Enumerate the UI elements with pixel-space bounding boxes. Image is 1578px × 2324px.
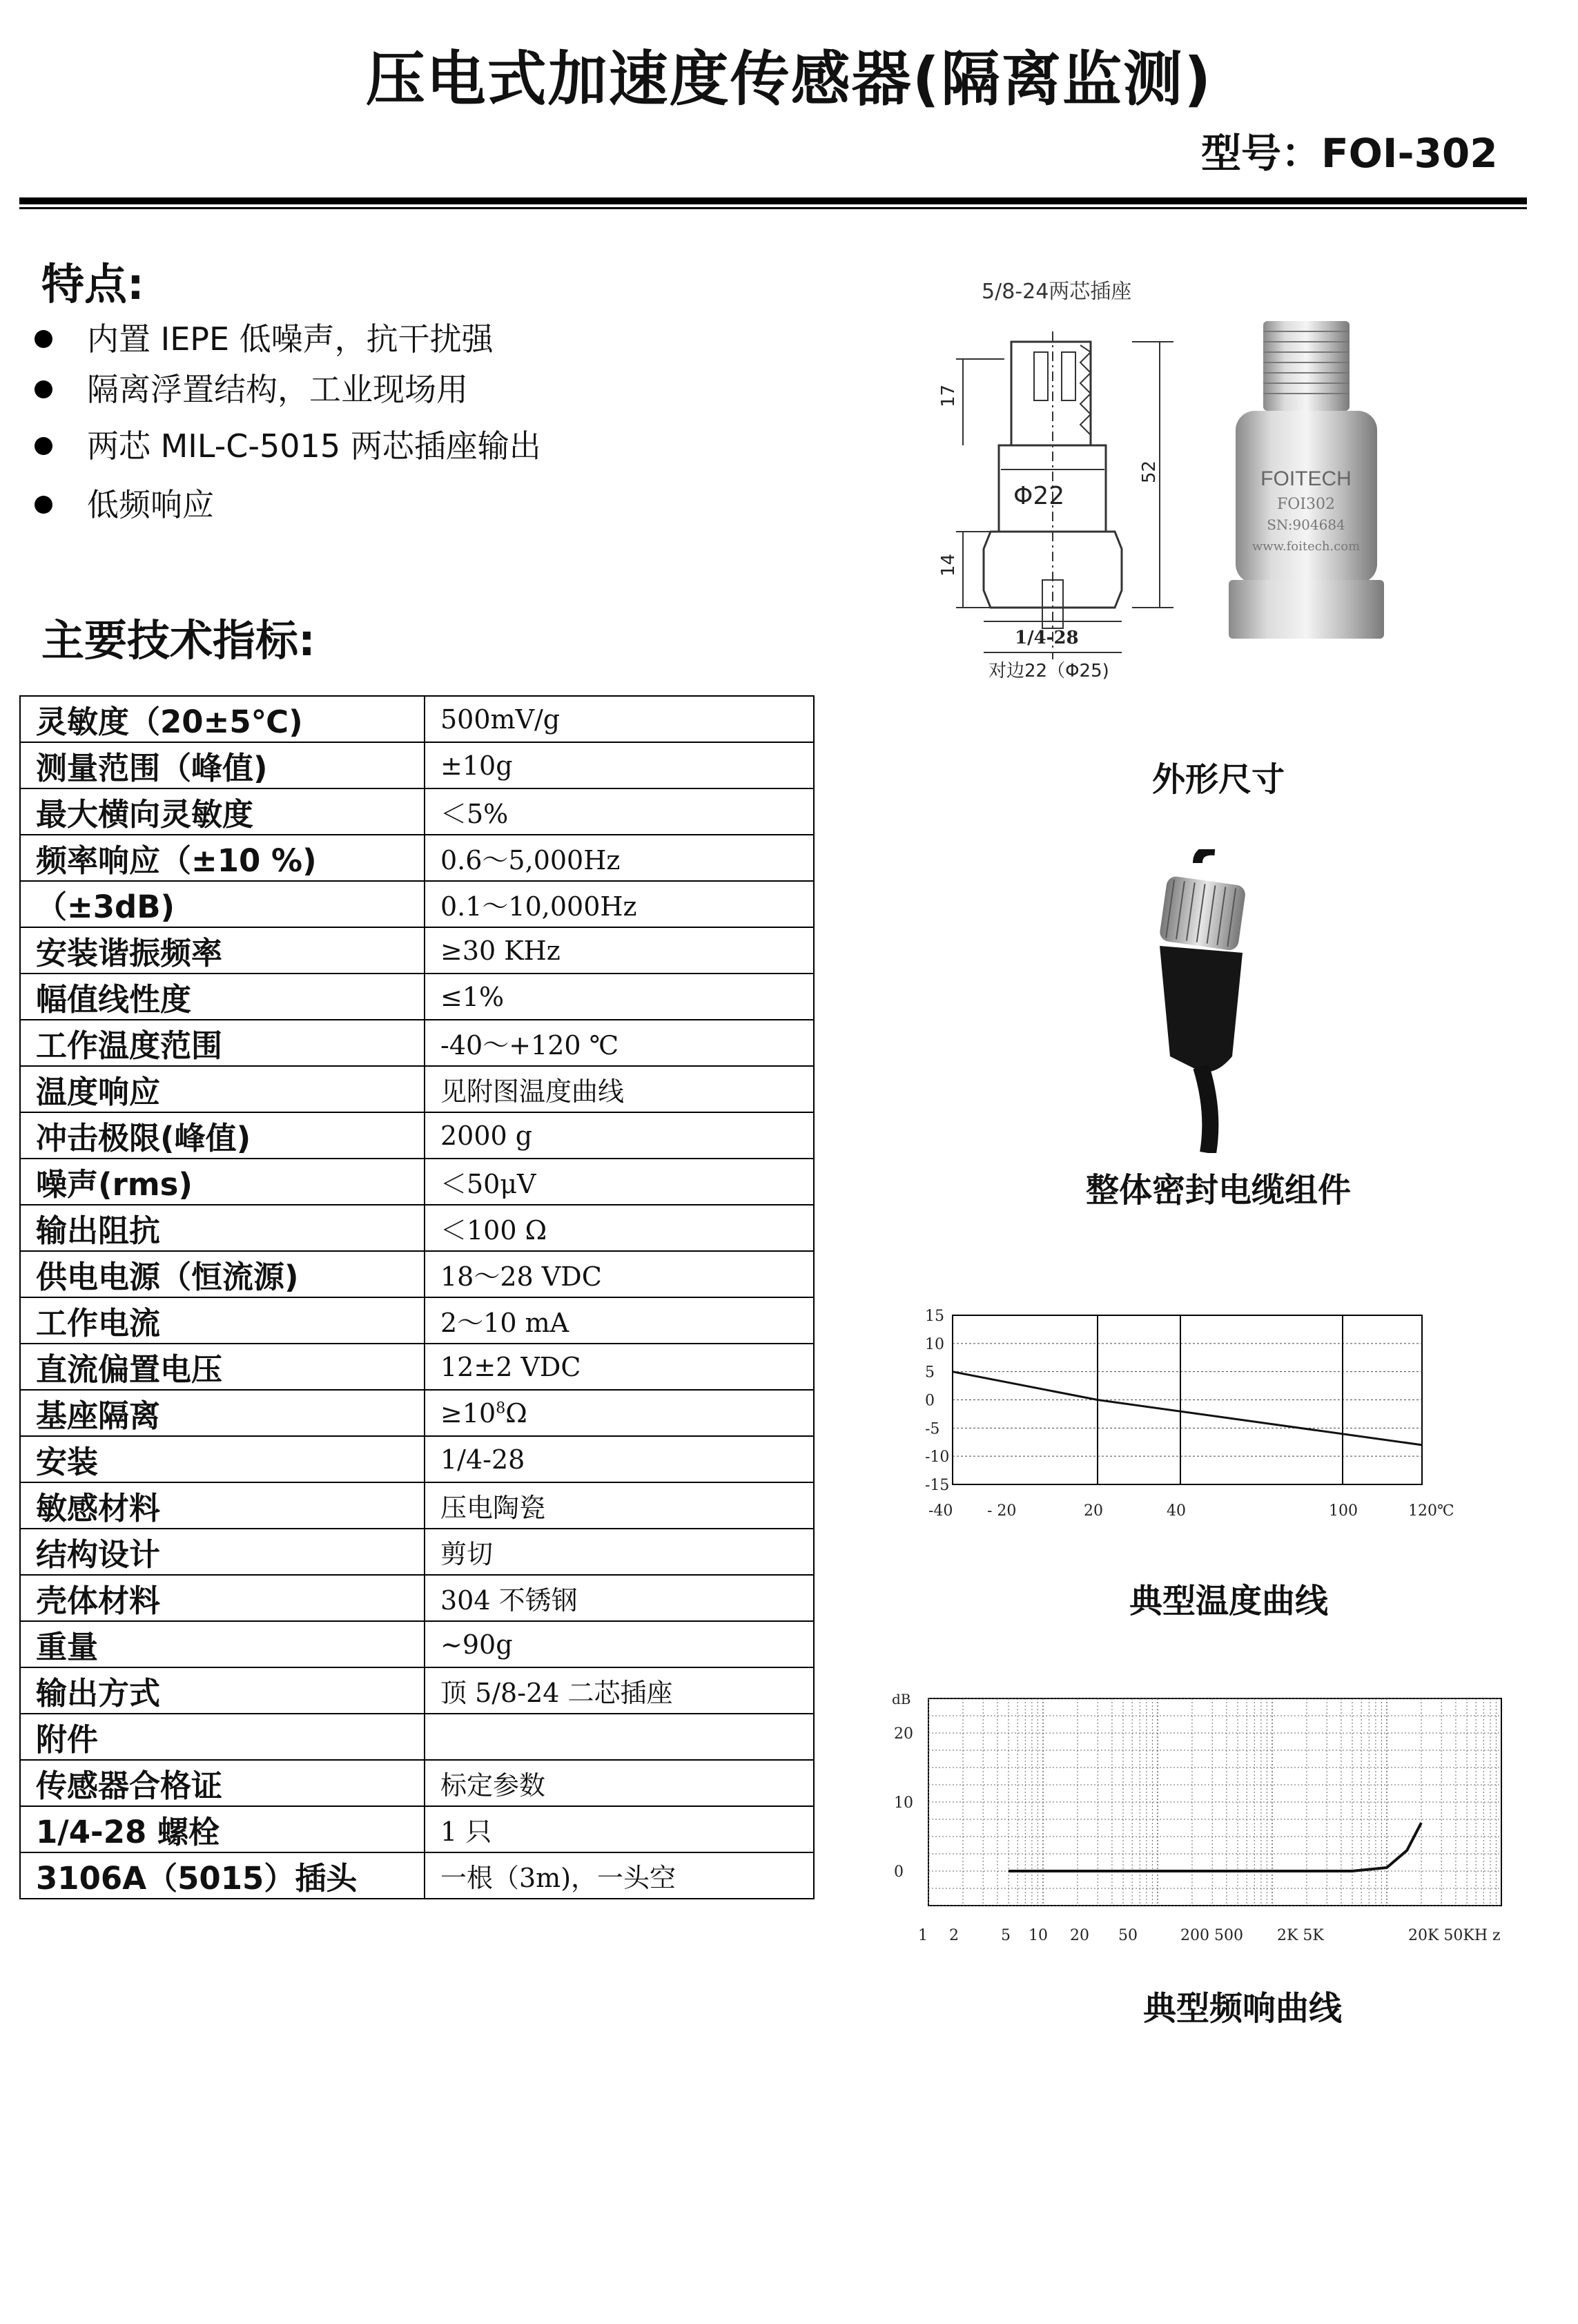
spec-label: 噪声(rms) (20, 1159, 425, 1205)
svg-text:17: 17 (938, 384, 959, 407)
spec-label: 灵敏度（20±5℃) (20, 696, 425, 742)
spec-row (20, 742, 814, 788)
x-tick-label: 20K 50KH z (1408, 1927, 1501, 1944)
svg-text:Φ22: Φ22 (1013, 482, 1065, 510)
y-tick-label: 10 (894, 1794, 913, 1812)
spec-value: 18～28 VDC (425, 1251, 814, 1297)
header-divider-thin (19, 207, 1527, 209)
x-tick-label: 5 (1001, 1927, 1011, 1944)
temperature-chart-title: 典型温度曲线 (1129, 1582, 1328, 1620)
spec-value: 304 不锈钢 (425, 1575, 814, 1621)
spec-value: 2000 g (425, 1112, 814, 1159)
spec-label: 安装 (20, 1436, 425, 1482)
x-tick-label: 1 (918, 1927, 928, 1944)
x-tick-label: 120℃ (1408, 1502, 1454, 1520)
spec-label: 工作温度范围 (20, 1020, 425, 1066)
spec-value: 0.6～5,000Hz (425, 835, 814, 881)
x-tick-label: 40 (1167, 1502, 1186, 1520)
spec-row (20, 1390, 814, 1436)
sensor-photo (1222, 307, 1391, 646)
spec-row (20, 1159, 814, 1205)
spec-row (20, 927, 814, 974)
spec-label: 冲击极限(峰值) (20, 1112, 425, 1159)
connector-label: 5/8-24两芯插座 (982, 280, 1132, 304)
spec-row (20, 835, 814, 881)
spec-label: 最大横向灵敏度 (20, 788, 425, 835)
svg-text:52: 52 (1139, 460, 1160, 483)
y-tick-label: 5 (925, 1364, 935, 1382)
spec-value (425, 1714, 814, 1760)
x-tick-label: 2 (949, 1927, 959, 1944)
spec-label: 输出方式 (20, 1667, 425, 1714)
y-tick-label: 0 (894, 1863, 904, 1881)
spec-row (20, 1760, 814, 1806)
y-tick-label: -15 (925, 1477, 950, 1494)
spec-row (20, 881, 814, 927)
spec-row (20, 1482, 814, 1529)
frequency-chart (877, 1678, 1532, 1947)
y-tick-label: 15 (925, 1308, 944, 1325)
x-tick-label: 200 500 (1180, 1927, 1243, 1944)
spec-value: 顶 5/8-24 二芯插座 (425, 1667, 814, 1714)
spec-row (20, 1020, 814, 1066)
spec-row (20, 1251, 814, 1297)
x-tick-label: 20 (1084, 1502, 1103, 1520)
x-tick-label: 10 (1029, 1927, 1048, 1944)
y-tick-label: 20 (894, 1725, 913, 1743)
x-tick-label: 50 (1118, 1927, 1138, 1944)
spec-row (20, 1575, 814, 1621)
spec-label: 直流偏置电压 (20, 1344, 425, 1390)
spec-label: 附件 (20, 1714, 425, 1760)
x-tick-label: 100 (1329, 1502, 1358, 1520)
bullet-icon (35, 496, 52, 514)
spec-row (20, 1112, 814, 1159)
connector-outline (1011, 342, 1091, 445)
y-tick-label: 0 (925, 1392, 935, 1410)
spec-value: ＜5% (425, 788, 814, 835)
spec-label: 3106A（5015）插头 (20, 1852, 425, 1899)
spec-row (20, 1344, 814, 1390)
frequency-chart-title: 典型频响曲线 (1142, 1989, 1342, 2028)
svg-text:14: 14 (938, 553, 959, 577)
spec-label: 壳体材料 (20, 1575, 425, 1621)
spec-label: 供电电源（恒流源) (20, 1251, 425, 1297)
spec-label: 结构设计 (20, 1529, 425, 1575)
feature-item: 内置 IEPE 低噪声，抗干扰强 (35, 314, 494, 360)
spec-value: -40～+120 ℃ (425, 1020, 814, 1066)
spec-value: 一根（3m)，一头空 (425, 1852, 814, 1899)
spec-label: 输出阻抗 (20, 1205, 425, 1251)
spec-value: 0.1～10,000Hz (425, 881, 814, 927)
spec-value: ＜100 Ω (425, 1205, 814, 1251)
bullet-icon (35, 330, 52, 348)
spec-value: 2～10 mA (425, 1297, 814, 1344)
y-tick-label: -10 (925, 1449, 950, 1466)
spec-label: 1/4-28 螺栓 (20, 1806, 425, 1852)
feature-item: 低频响应 (35, 480, 214, 525)
spec-value: ±10g (425, 742, 814, 788)
spec-label: 敏感材料 (20, 1482, 425, 1529)
spec-label: 温度响应 (20, 1066, 425, 1112)
x-tick-label: 20 (1070, 1927, 1089, 1944)
spec-value: ≥30 KHz (425, 927, 814, 974)
header-divider (19, 197, 1527, 204)
y-axis-label: dB (892, 1691, 911, 1707)
spec-value: 剪切 (425, 1529, 814, 1575)
y-tick-label: -5 (925, 1420, 940, 1438)
spec-row (20, 1205, 814, 1251)
svg-text:FOITECH: FOITECH (1260, 467, 1352, 490)
spec-label: 频率响应（±10 %) (20, 835, 425, 881)
spec-label: 传感器合格证 (20, 1760, 425, 1806)
spec-label: （±3dB) (20, 881, 425, 927)
spec-label: 基座隔离 (20, 1390, 425, 1436)
spec-row (20, 1436, 814, 1482)
feature-item: 两芯 MIL-C-5015 两芯插座输出 (35, 421, 541, 467)
cable-photo (1132, 849, 1263, 1153)
spec-label: 工作电流 (20, 1297, 425, 1344)
model-number: 型号：FOI-302 (1201, 130, 1498, 177)
spec-label: 测量范围（峰值) (20, 742, 425, 788)
dimension-drawing (925, 276, 1215, 697)
spec-row (20, 1806, 814, 1852)
svg-text:SN:904684: SN:904684 (1267, 516, 1345, 533)
feature-item: 隔离浮置结构，工业现场用 (35, 365, 468, 410)
spec-label: 幅值线性度 (20, 974, 425, 1020)
y-tick-label: 10 (925, 1335, 944, 1353)
cable-caption: 整体密封电缆组件 (1085, 1171, 1351, 1210)
temperature-series-line (953, 1372, 1422, 1445)
spec-label: 安装谐振频率 (20, 927, 425, 974)
spec-value: 标定参数 (425, 1760, 814, 1806)
spec-value: $\ge 10^8\Omega$ (425, 1390, 814, 1436)
svg-text:www.foitech.com: www.foitech.com (1251, 539, 1361, 554)
spec-value: 1 只 (425, 1806, 814, 1852)
spec-row (20, 1529, 814, 1575)
spec-value: 12±2 VDC (425, 1344, 814, 1390)
temperature-chart (897, 1298, 1463, 1547)
spec-value: 1/4-28 (425, 1436, 814, 1482)
dimension-caption: 外形尺寸 (1151, 760, 1285, 799)
frequency-response-line (1009, 1823, 1421, 1871)
spec-value: ~90g (425, 1621, 814, 1667)
svg-text:FOI302: FOI302 (1277, 496, 1335, 513)
spec-value: ≤1% (425, 974, 814, 1020)
bullet-icon (35, 437, 52, 455)
x-tick-label: - 20 (987, 1502, 1017, 1520)
svg-text:1/4-28: 1/4-28 (1015, 628, 1079, 648)
x-tick-label: 2K 5K (1277, 1927, 1324, 1944)
spec-row (20, 974, 814, 1020)
spec-value: 压电陶瓷 (425, 1482, 814, 1529)
spec-row (20, 1852, 814, 1899)
page-title: 压电式加速度传感器(隔离监测) (365, 45, 1213, 114)
spec-table (19, 695, 815, 1899)
spec-row (20, 1667, 814, 1714)
spec-row (20, 1297, 814, 1344)
bullet-icon (35, 380, 52, 398)
spec-row (20, 696, 814, 742)
spec-label: 重量 (20, 1621, 425, 1667)
spec-row (20, 788, 814, 835)
x-tick-label: -40 (928, 1502, 953, 1520)
specs-heading: 主要技术指标: (41, 615, 315, 666)
features-heading: 特点: (41, 259, 144, 309)
spec-value: ＜50μV (425, 1159, 814, 1205)
spec-row (20, 1714, 814, 1760)
svg-text:对边22（Φ25): 对边22（Φ25) (988, 661, 1109, 681)
spec-value: 500mV/g (425, 696, 814, 742)
spec-row (20, 1066, 814, 1112)
spec-row (20, 1621, 814, 1667)
spec-value: 见附图温度曲线 (425, 1066, 814, 1112)
